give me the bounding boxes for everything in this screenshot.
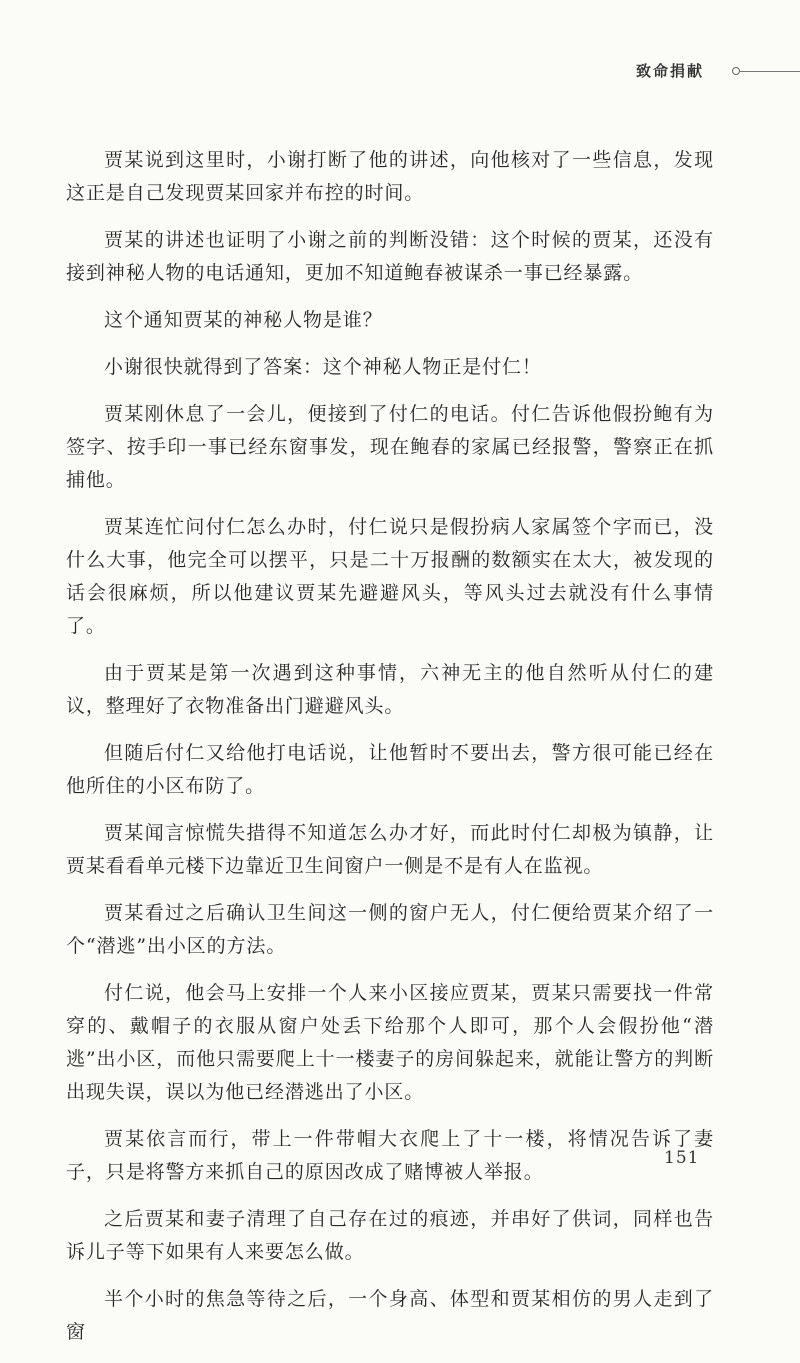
header-rule xyxy=(740,71,800,72)
paragraph: 半个小时的焦急等待之后，一个身高、体型和贾某相仿的男人走到了窗 xyxy=(66,1288,714,1343)
running-header xyxy=(600,58,800,82)
paragraph: 付仁说，他会马上安排一个人来小区接应贾某，贾某只需要找一件常穿的、戴帽子的衣服从窗户处丢下给那个人即可，那个人会假扮他“潜逃”出小区，而他只需要爬上十一楼妻子的房间躲起来，就能让警方的判断出现失误，误以为他已经潜逃出了小区。 xyxy=(66,982,714,1103)
paragraph: 贾某刚休息了一会儿，便接到了付仁的电话。付仁告诉他假扮鲍有为签字、按手印一事已经东窗事发，现在鲍春的家属已经报警，警察正在抓捕他。 xyxy=(66,403,714,491)
header-title: 致命捐献 xyxy=(635,62,704,80)
paragraph: 由于贾某是第一次遇到这种事情，六神无主的他自然听从付仁的建议，整理好了衣物准备出门避避风头。 xyxy=(66,662,714,717)
paragraph: 小谢很快就得到了答案：这个神秘人物正是付仁！ xyxy=(104,356,542,378)
paragraph: 贾某说到这里时，小谢打断了他的讲述，向他核对了一些信息，发现这正是自己发现贾某回家并布控的时间。 xyxy=(66,149,714,204)
paragraph: 贾某闻言惊慌失措得不知道怎么办才好，而此时付仁却极为镇静，让贾某看看单元楼下边靠近卫生间窗户一侧是不是有人在监视。 xyxy=(66,822,714,877)
paragraph: 这个通知贾某的神秘人物是谁？ xyxy=(104,309,383,331)
paragraph: 之后贾某和妻子清理了自己存在过的痕迹，并串好了供词，同样也告诉儿子等下如果有人来要怎么做。 xyxy=(66,1208,714,1263)
paragraph: 贾某看过之后确认卫生间这一侧的窗户无人，付仁便给贾某介绍了一个“潜逃”出小区的方法。 xyxy=(66,902,714,957)
paragraph: 但随后付仁又给他打电话说，让他暂时不要出去，警方很可能已经在他所住的小区布防了。 xyxy=(66,742,714,797)
paragraph: 贾某连忙问付仁怎么办时，付仁说只是假扮病人家属签个字而已，没什么大事，他完全可以摆平，只是二十万报酬的数额实在太大，被发现的话会很麻烦，所以他建议贾某先避避风头，等风头过去就没有什么事情了。 xyxy=(66,516,714,637)
body-text xyxy=(66,144,714,1363)
page-number: 151 xyxy=(664,1148,700,1168)
paragraph: 贾某依言而行，带上一件带帽大衣爬上了十一楼，将情况告诉了妻子，只是将警方来抓自己的原因改成了赌博被人举报。 xyxy=(66,1128,714,1183)
paragraph: 贾某的讲述也证明了小谢之前的判断没错：这个时候的贾某，还没有接到神秘人物的电话通知，更加不知道鲍春被谋杀一事已经暴露。 xyxy=(66,229,714,284)
header-circle-ornament xyxy=(732,67,740,75)
